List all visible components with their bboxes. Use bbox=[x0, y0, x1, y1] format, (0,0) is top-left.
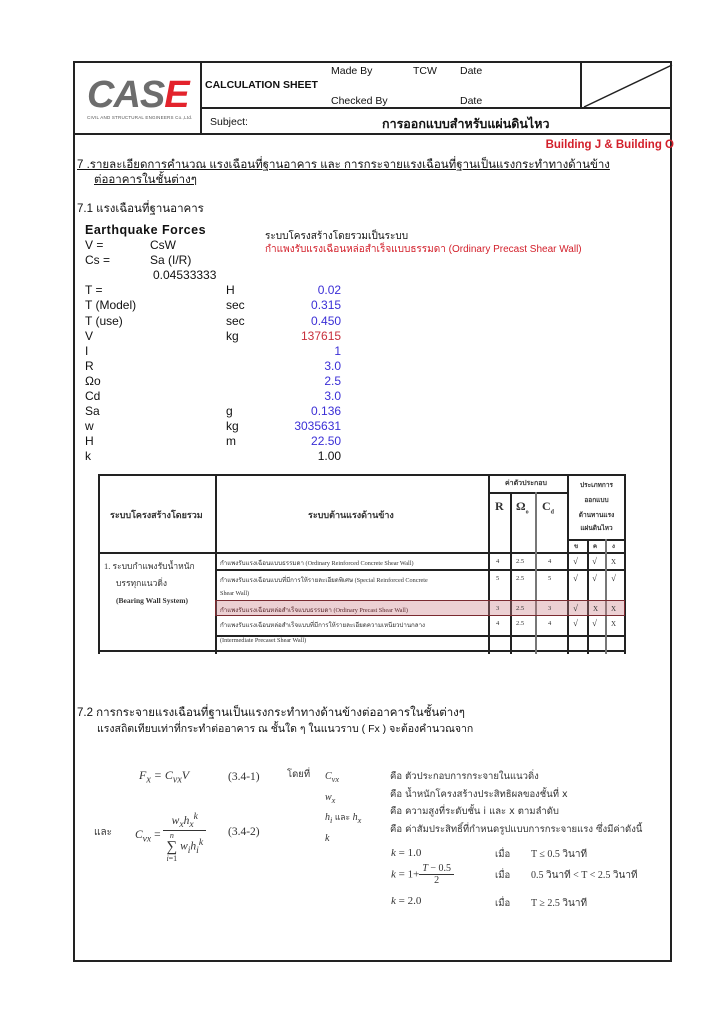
cell-cat-b: √ bbox=[573, 573, 578, 583]
col-header-lateral-system: ระบบต้านแรงด้านข้าง bbox=[308, 510, 394, 520]
group-bearing-wall-system: 1. ระบบกำแพงรับน้ำหนัก บรรทุกแนวดิ่ง (Bearing Wall System) bbox=[104, 561, 195, 605]
cell-r: 3 bbox=[496, 605, 500, 612]
col-header-overall-system: ระบบโครงสร้างโดยรวม bbox=[110, 510, 203, 520]
section-7-title: 7 .รายละเอียดการคำนวณ แรงเฉือนที่ฐานอาคาร และ การกระจายแรงเฉือนที่ฐานเป็นแรงกระทำทางด้านข้าง bbox=[77, 159, 610, 171]
definition-cvx: คือ ตัวประกอบการกระจายในแนวดิ่ง bbox=[390, 771, 539, 782]
system-note bbox=[265, 230, 582, 256]
cell-cat-c: √ bbox=[592, 556, 597, 566]
param-label: k bbox=[85, 449, 91, 464]
building-label: Building J & Building O bbox=[545, 139, 674, 151]
cell-cd: 5 bbox=[548, 575, 552, 582]
cell-r: 4 bbox=[496, 558, 500, 565]
row-desc-cont: (Intermediate Precaset Shear Wall) bbox=[220, 637, 307, 644]
param-unit: g bbox=[226, 404, 233, 419]
k-case-condition: 0.5 วินาที < T < 2.5 วินาที bbox=[531, 870, 638, 881]
param-unit: m bbox=[226, 434, 236, 449]
col-header-omega: $\Omega_o$ bbox=[516, 499, 529, 516]
param-label: T (Model) bbox=[85, 298, 137, 313]
section-7-2-title: 7.2 การกระจายแรงเฉือนที่ฐานเป็นแรงกระทำทางด้านข้างต่ออาคารในชั้นต่างๆ bbox=[77, 707, 465, 719]
made-by-label: Made By bbox=[331, 65, 373, 77]
earthquake-forces-title: Earthquake Forces bbox=[85, 223, 207, 237]
row-desc: กำแพงรับแรงเฉือนแบบที่มีการให้รายละเอียดพิเศษ (Special Reinforced Concrete bbox=[220, 577, 428, 584]
param-label: I bbox=[85, 343, 89, 358]
definition-symbols: $C_{vx}$ $w_x$ $h_i$ และ $h_x$ k bbox=[325, 771, 362, 844]
equation-3-4-1: $F_x = C_{vx}V$ bbox=[139, 768, 190, 786]
definition-wx: คือ น้ำหนักโครงสร้างประสิทธิผลของชั้นที่ x bbox=[390, 788, 568, 800]
calculation-sheet bbox=[73, 61, 672, 962]
cell-cd: 4 bbox=[548, 620, 552, 627]
header-info bbox=[202, 63, 580, 109]
subject-row bbox=[202, 109, 672, 135]
k-case-3: k = 2.0 bbox=[391, 895, 422, 907]
cell-cat-b: √ bbox=[573, 556, 578, 566]
definition-k: คือ ค่าสัมประสิทธิ์ที่กำหนดรูปแบบการกระจายแรง ซึ่งมีค่าดังนี้ bbox=[390, 823, 643, 835]
row-desc: กำแพงรับแรงเฉือนหล่อสำเร็จแบบธรรมดา (Ordinary Precast Shear Wall) bbox=[220, 607, 408, 614]
system-note-line1: ระบบโครงสร้างโดยรวมเป็นระบบ bbox=[265, 231, 409, 242]
k-case-condition: T ≥ 2.5 วินาที bbox=[531, 898, 588, 909]
definition-texts bbox=[390, 768, 642, 838]
date-label: Date bbox=[460, 95, 483, 107]
section-7-2-subtitle: แรงสถิตเทียบเท่าที่กระทำต่ออาคาร ณ ชั้นใด ๆ ในแนวราบ ( Fx ) จะต้องคำนวณจาก bbox=[97, 723, 474, 735]
col-header-cat-d: ง bbox=[612, 544, 615, 550]
col-header-factors: ค่าตัวประกอบ bbox=[505, 479, 547, 487]
param-value: 137615 bbox=[301, 328, 342, 343]
param-value: 0.315 bbox=[311, 298, 342, 313]
cell-cd: 4 bbox=[548, 558, 552, 565]
cell-cat-d: √ bbox=[611, 573, 616, 583]
when-label: เมื่อ bbox=[495, 870, 511, 881]
param-unit: kg bbox=[226, 328, 239, 343]
param-value: 3.0 bbox=[324, 389, 342, 404]
cs-label: Cs = bbox=[85, 253, 111, 268]
cell-omega: 2.5 bbox=[516, 558, 525, 565]
section-7-title-cont: ต่ออาคารในชั้นต่างๆ bbox=[94, 174, 197, 186]
section-7-1-title: 7.1 แรงเฉือนที่ฐานอาคาร bbox=[77, 203, 204, 215]
cell-r: 4 bbox=[496, 620, 500, 627]
definition-hi-hx: คือ ความสูงที่ระดับชั้น i และ x ตามลำดับ bbox=[390, 806, 559, 817]
made-by-value: TCW bbox=[413, 65, 437, 77]
param-label: T (use) bbox=[85, 313, 123, 328]
cell-cat-d: X bbox=[611, 605, 617, 613]
param-label: T = bbox=[85, 283, 103, 298]
diagonal-line-icon bbox=[582, 63, 674, 109]
k-case-condition: T ≤ 0.5 วินาที bbox=[531, 849, 588, 860]
cell-cd: 3 bbox=[548, 605, 552, 612]
equation-number: (3.4-1) bbox=[228, 771, 260, 783]
param-unit: H bbox=[226, 283, 235, 298]
row-desc-cont: Shear Wall) bbox=[220, 590, 250, 597]
equation-3-4-2: $C_{vx}$ = $w_xh_x^k$ n ∑ i=1 $w_ih_i^k$ bbox=[135, 811, 206, 863]
cell-cat-d: X bbox=[611, 558, 617, 566]
company-logo-cell bbox=[75, 63, 202, 135]
system-note-line2: กำแพงรับแรงเฉือนหล่อสำเร็จแบบธรรมดา (Ordinary Precast Shear Wall) bbox=[265, 244, 582, 255]
param-value: 1.00 bbox=[317, 449, 342, 464]
cell-omega: 2.5 bbox=[516, 575, 525, 582]
param-label: V bbox=[85, 328, 94, 343]
cell-omega: 2.5 bbox=[516, 620, 525, 627]
param-unit: sec bbox=[226, 313, 245, 328]
company-logo bbox=[87, 75, 189, 115]
logo-subtitle: CIVIL AND STRUCTURAL ENGINEERS Co.,Ltd. bbox=[87, 115, 193, 120]
col-header-r: R bbox=[495, 499, 504, 513]
cs-value: 0.04533333 bbox=[153, 268, 217, 283]
cell-cat-c: √ bbox=[592, 573, 597, 583]
logo-accent-letter: E bbox=[164, 74, 189, 116]
cell-cat-d: X bbox=[611, 620, 617, 628]
cell-cat-b: √ bbox=[573, 618, 578, 628]
sheet-title: CALCULATION SHEET bbox=[205, 79, 318, 91]
param-unit: kg bbox=[226, 419, 239, 434]
param-label: Sa bbox=[85, 404, 100, 419]
row-desc: กำแพงรับแรงเฉือนแบบธรรมดา (Ordinary Reinforced Concrete Shear Wall) bbox=[220, 560, 414, 567]
row-desc: กำแพงรับแรงเฉือนหล่อสำเร็จแบบที่มีการให้รายละเอียดความเหนียวปานกลาง bbox=[220, 622, 426, 629]
when-label: เมื่อ bbox=[495, 898, 511, 909]
date-label: Date bbox=[460, 65, 483, 77]
col-header-cat-c: ค bbox=[593, 544, 598, 550]
param-value: 1 bbox=[334, 343, 342, 358]
equation-number: (3.4-2) bbox=[228, 826, 260, 838]
param-value: 3035631 bbox=[294, 419, 342, 434]
cell-r: 5 bbox=[496, 575, 500, 582]
subject-label: Subject: bbox=[210, 116, 248, 128]
param-label: R bbox=[85, 358, 94, 373]
when-label: เมื่อ bbox=[495, 849, 511, 860]
and-label: และ bbox=[94, 827, 112, 838]
param-value: 0.02 bbox=[317, 283, 342, 298]
param-unit: sec bbox=[226, 298, 245, 313]
param-value: 22.50 bbox=[311, 434, 342, 449]
param-value: 0.136 bbox=[311, 404, 342, 419]
cell-omega: 2.5 bbox=[516, 605, 525, 612]
logo-text: CAS bbox=[87, 74, 165, 116]
v-formula: CsW bbox=[150, 238, 176, 253]
cs-formula: Sa (I/R) bbox=[150, 253, 192, 268]
param-label: Ωo bbox=[85, 373, 101, 388]
k-case-2: k = 1+ $\frac{T - 0.5}{2}$ bbox=[391, 863, 454, 886]
checked-by-label: Checked By bbox=[331, 95, 388, 107]
param-label: w bbox=[85, 419, 94, 434]
col-header-cd: $C_d$ bbox=[542, 499, 555, 516]
param-value: 3.0 bbox=[324, 358, 342, 373]
where-label: โดยที่ bbox=[287, 769, 311, 780]
v-label: V = bbox=[85, 238, 104, 253]
page-number-cell bbox=[580, 63, 672, 109]
param-label: H bbox=[85, 434, 94, 449]
param-value: 0.450 bbox=[311, 313, 342, 328]
seismic-system-table bbox=[98, 474, 624, 654]
k-case-1: k = 1.0 bbox=[391, 847, 422, 859]
col-header-design-category: ประเภทการ ออกแบบ ต้านทานแรง แผ่นดินไหว bbox=[578, 482, 615, 532]
cell-cat-c: √ bbox=[592, 618, 597, 628]
cell-cat-b: √ bbox=[573, 603, 578, 613]
col-header-cat-b: ข bbox=[574, 544, 579, 550]
param-label: Cd bbox=[85, 389, 101, 404]
param-value: 2.5 bbox=[324, 373, 342, 388]
subject-value: การออกแบบสำหรับแผ่นดินไหว bbox=[382, 117, 550, 131]
cell-cat-c: X bbox=[593, 605, 599, 613]
